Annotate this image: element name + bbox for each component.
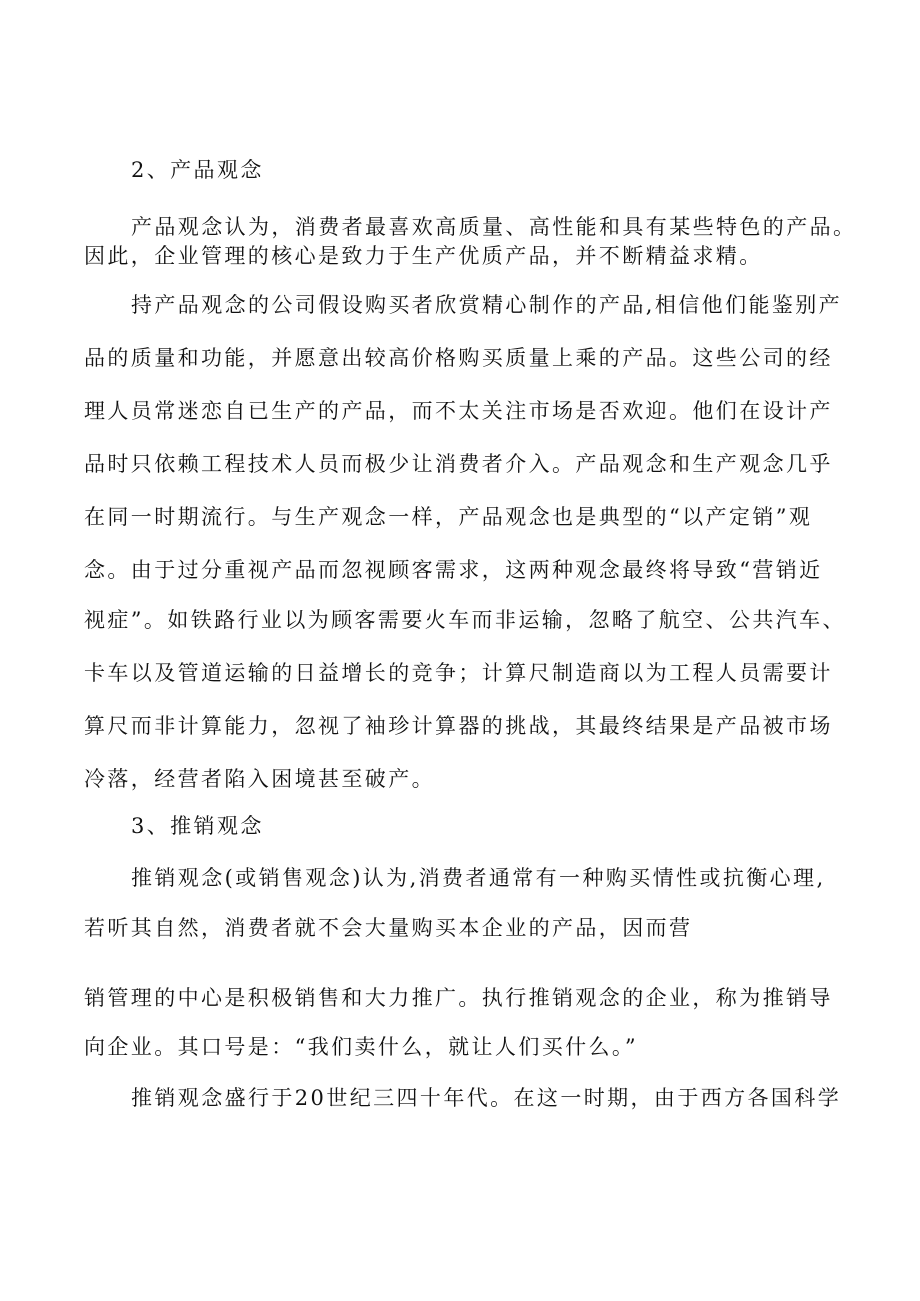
text-line: 推销观念盛行于20世纪三四十年代。在这一时期，由于西方各国科学 — [131, 1086, 842, 1110]
text-line: 算尺而非计算能力，忽视了袖珍计算器的挑战，其最终结果是产品被市场 — [84, 714, 833, 738]
section-heading-product-concept: 2、产品观念 — [131, 158, 264, 182]
section-heading-selling-concept: 3、推销观念 — [131, 814, 264, 838]
text-line: 产品观念认为，消费者最喜欢高质量、高性能和具有某些特色的产品。 — [131, 215, 857, 239]
text-line: 念。由于过分重视产品而忽视顾客需求，这两种观念最终将导致“营销近 — [84, 558, 823, 582]
text-line: 卡车以及管道运输的日益增长的竞争；计算尺制造商以为工程人员需要计 — [84, 661, 833, 685]
text-line: 销管理的中心是积极销售和大力推广。执行推销观念的企业，称为推销导 — [84, 986, 833, 1010]
text-line: 因此，企业管理的核心是致力于生产优质产品，并不断精益求精。 — [84, 244, 763, 268]
text-line: 向企业。其口号是：“我们卖什么，就让人们买什么。” — [84, 1035, 638, 1059]
text-line: 冷落，经营者陷入困境甚至破产。 — [84, 767, 435, 791]
text-line: 推销观念(或销售观念)认为,消费者通常有一种购买情性或抗衡心理, — [131, 866, 826, 890]
text-line: 品时只依赖工程技术人员而极少让消费者介入。产品观念和生产观念几乎 — [84, 452, 833, 476]
text-line: 品的质量和功能，并愿意出较高价格购买质量上乘的产品。这些公司的经 — [84, 346, 833, 370]
text-line: 视症”。如铁路行业以为顾客需要火车而非运输，忽略了航空、公共汽车、 — [84, 608, 846, 632]
text-line: 在同一时期流行。与生产观念一样，产品观念也是典型的“以产定销”观 — [84, 505, 813, 529]
text-line: 理人员常迷恋自已生产的产品，而不太关注市场是否欢迎。他们在设计产 — [84, 399, 833, 423]
text-line: 若听其自然，消费者就不会大量购买本企业的产品，因而营 — [84, 916, 693, 940]
text-line: 持产品观念的公司假设购买者欣赏精心制作的产品,相信他们能鉴别产 — [131, 293, 843, 317]
